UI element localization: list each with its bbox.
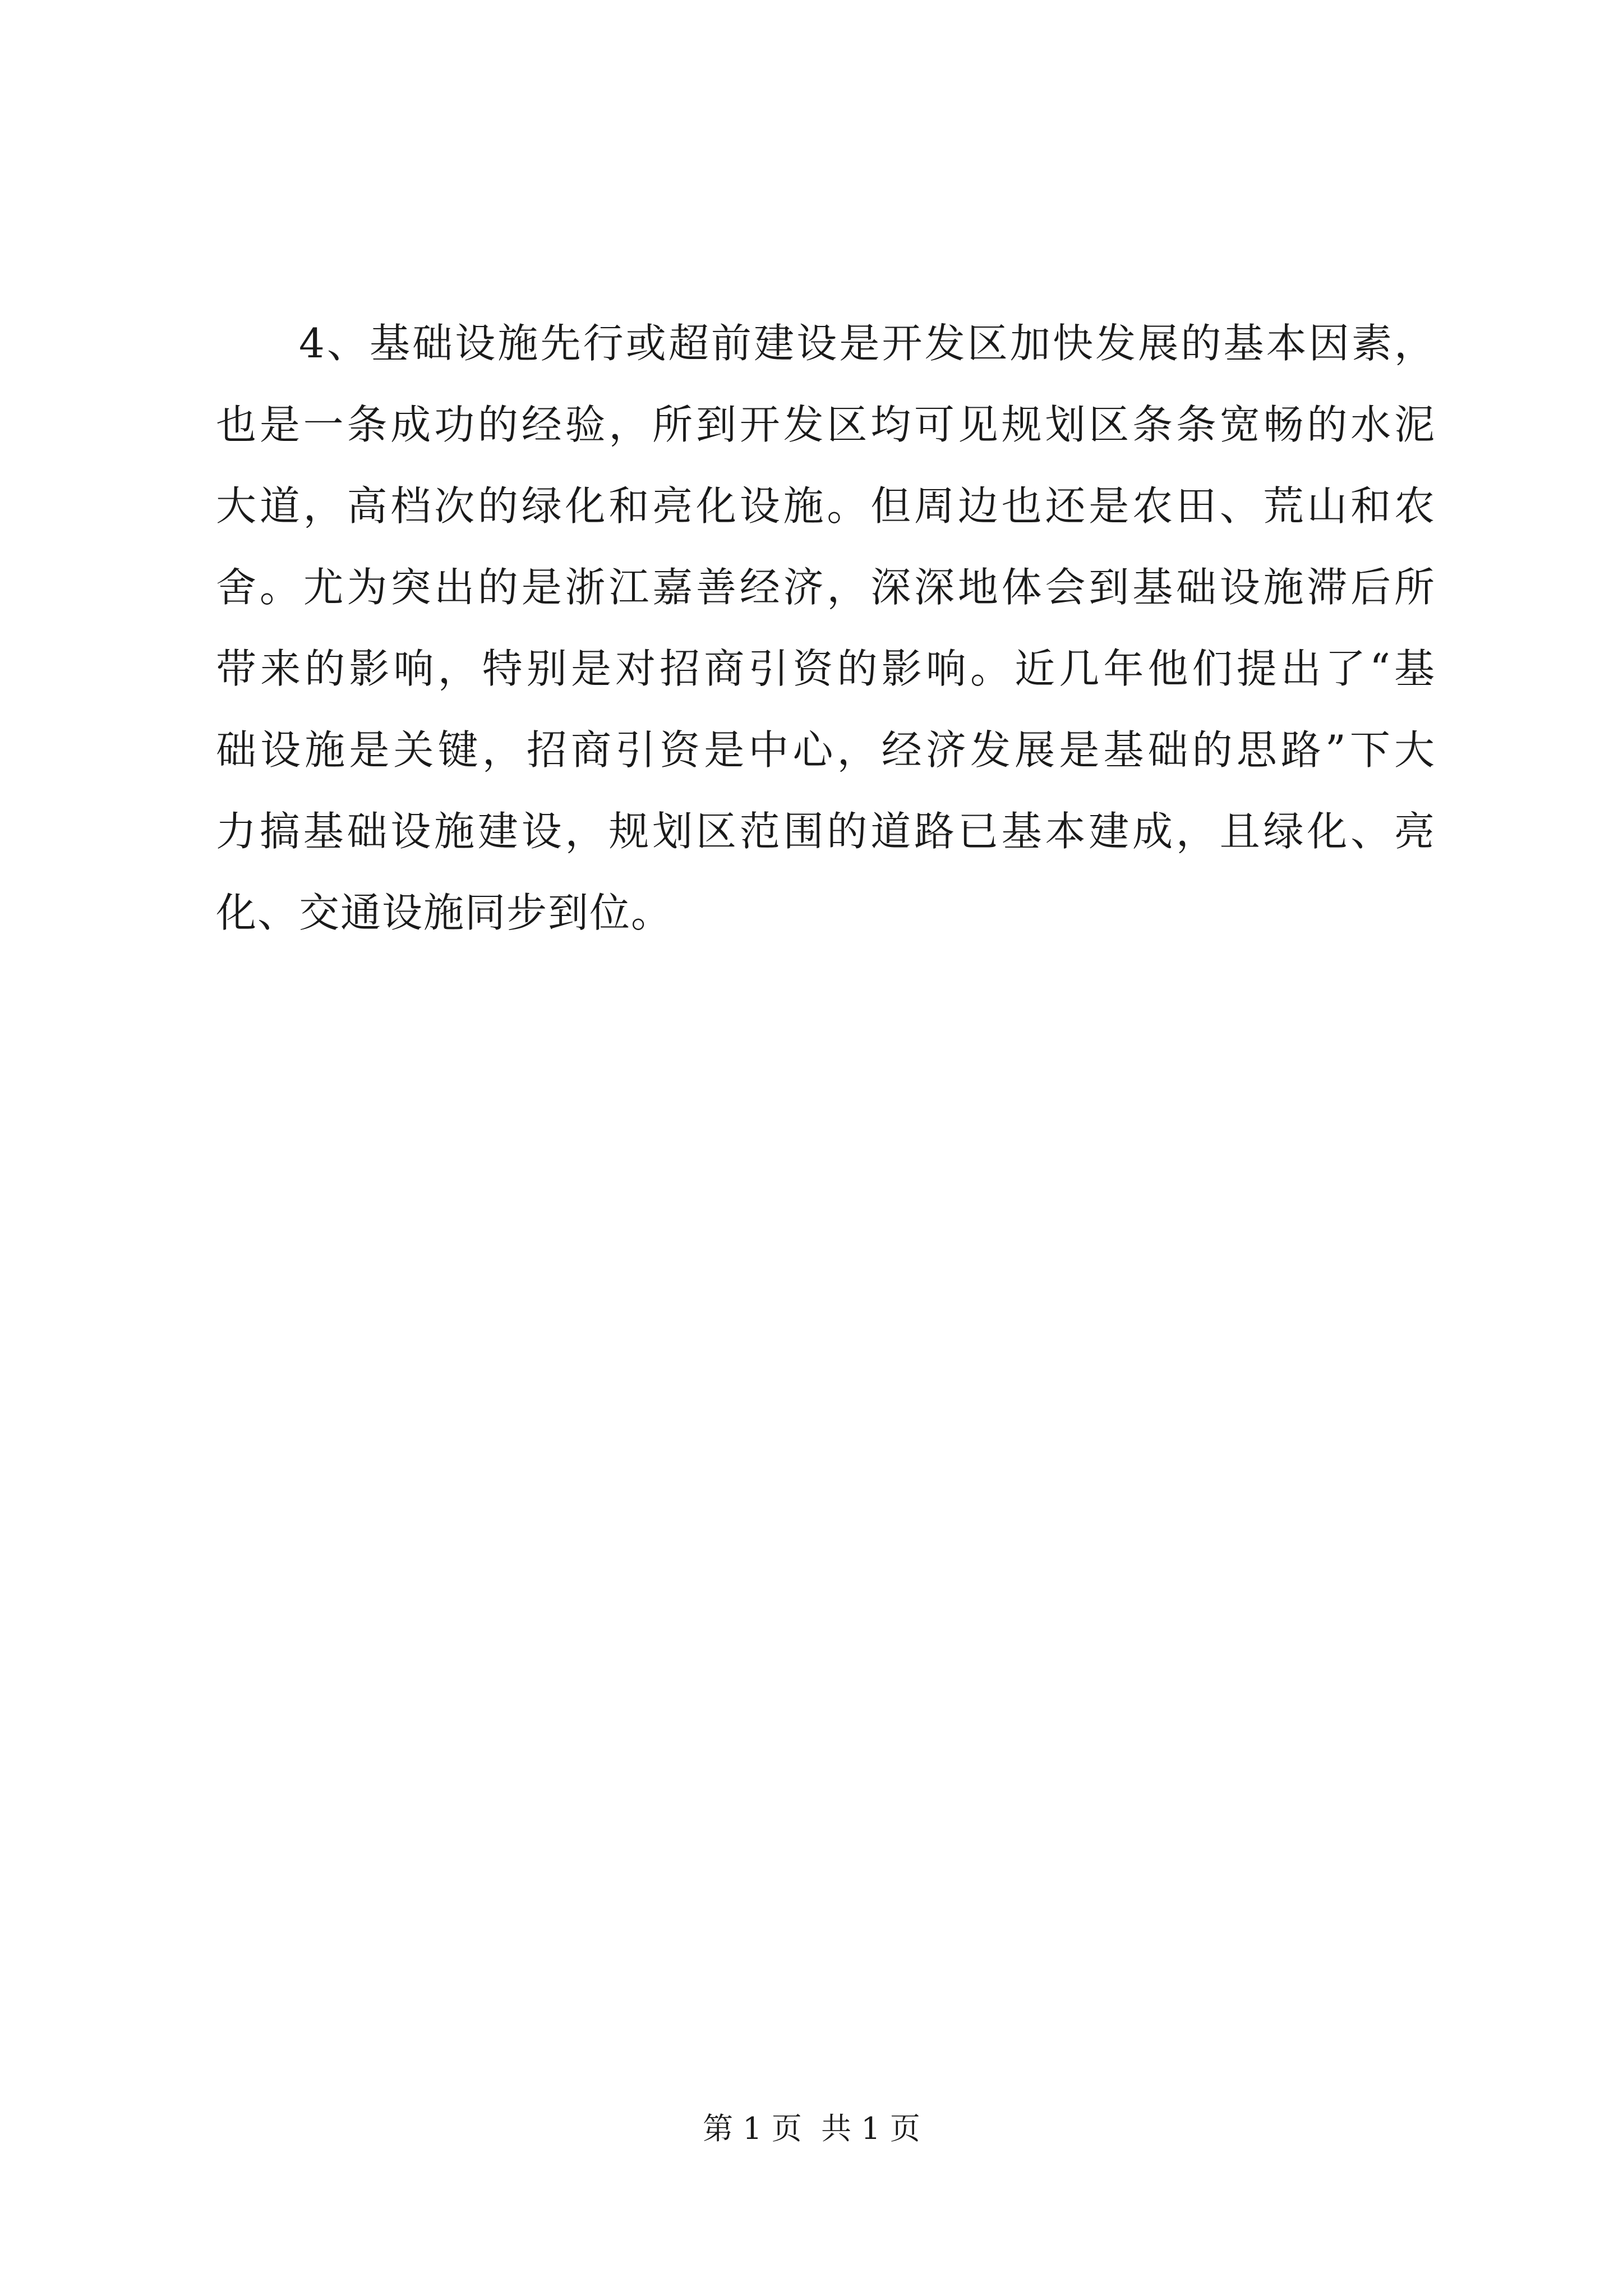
paragraph-line: 大道，高档次的绿化和亮化设施。但周边也还是农田、荒山和农 bbox=[216, 482, 1436, 530]
page-footer bbox=[0, 2109, 1623, 2148]
paragraph-line: 础设施是关键，招商引资是中心，经济发展是基础的思路”下大 bbox=[216, 726, 1436, 774]
paragraph-line: 也是一条成功的经验，所到开发区均可见规划区条条宽畅的水泥 bbox=[216, 401, 1436, 448]
paragraph-line: 化、交通设施同步到位。 bbox=[216, 889, 673, 936]
paragraph-line: 力搞基础设施建设，规划区范围的道路已基本建成，且绿化、亮 bbox=[216, 808, 1436, 855]
paragraph-line: 4、基础设施先行或超前建设是开发区加快发展的基本因素， bbox=[299, 320, 1436, 367]
body-paragraph bbox=[216, 303, 1436, 954]
page-number-label: 第 1 页 共 1 页 bbox=[703, 2111, 920, 2146]
paragraph-line: 舍。尤为突出的是浙江嘉善经济，深深地体会到基础设施滞后所 bbox=[216, 564, 1436, 611]
paragraph-line: 带来的影响，特别是对招商引资的影响。近几年他们提出了“基 bbox=[216, 645, 1436, 692]
